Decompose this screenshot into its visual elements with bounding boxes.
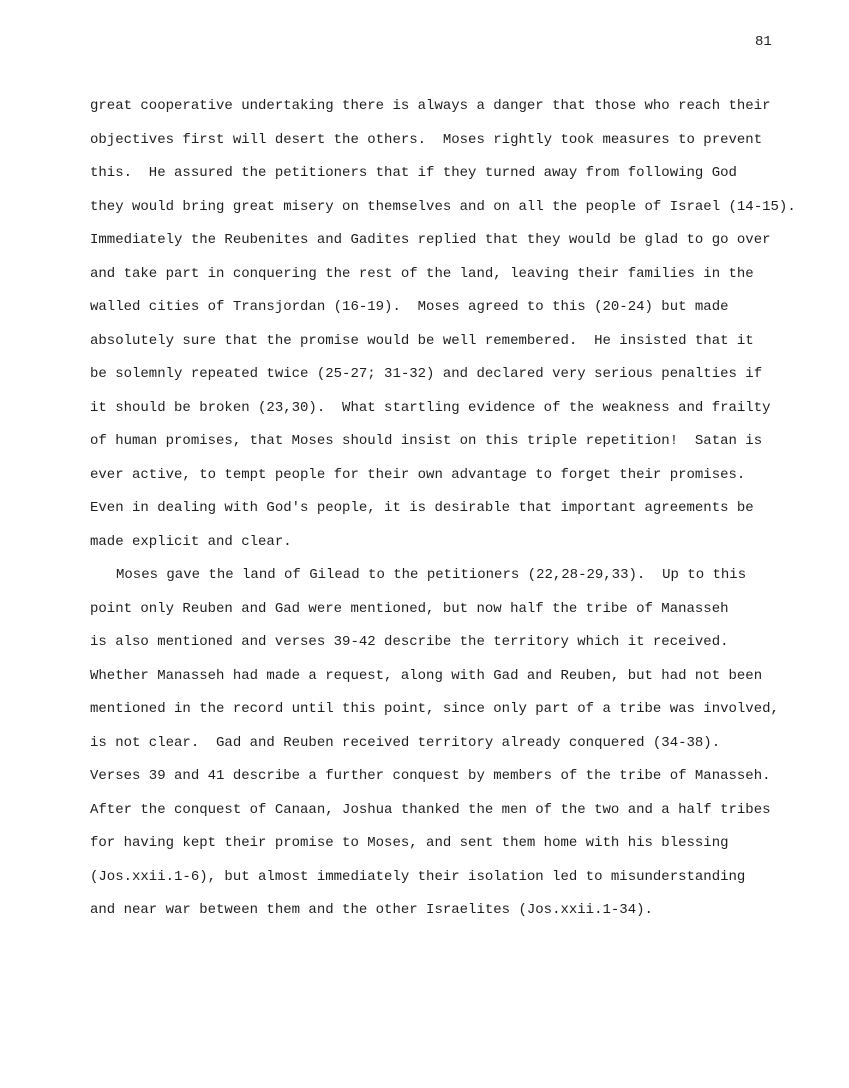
text-line: be solemnly repeated twice (25-27; 31-32) and declared very serious penalties if bbox=[90, 366, 763, 382]
text-line: and take part in conquering the rest of the land, leaving their families in the bbox=[90, 265, 754, 282]
text-line: objectives first will desert the others. Moses rightly took measures to prevent bbox=[90, 131, 763, 148]
document-body bbox=[90, 98, 810, 936]
text-line: made explicit and clear. bbox=[90, 533, 292, 550]
text-line: and near war between them and the other Israelites (Jos.xxii.1-34). bbox=[90, 902, 653, 918]
text-line: Immediately the Reubenites and Gadites replied that they would be glad to go over bbox=[90, 232, 771, 248]
text-line: point only Reuben and Gad were mentioned, but now half the tribe of Manasseh bbox=[90, 600, 729, 617]
text-line: ever active, to tempt people for their own advantage to forget their promises. bbox=[90, 466, 746, 483]
text-line: they would bring great misery on themselves and on all the people of Israel (14-15). bbox=[90, 198, 796, 215]
text-line: Whether Manasseh had made a request, along with Gad and Reuben, but had not been bbox=[90, 667, 763, 684]
text-line: Verses 39 and 41 describe a further conquest by members of the tribe of Manasseh. bbox=[90, 768, 771, 784]
text-line: is also mentioned and verses 39-42 describe the territory which it received. bbox=[90, 634, 729, 650]
text-line: of human promises, that Moses should insist on this triple repetition! Satan is bbox=[90, 433, 763, 449]
text-line: absolutely sure that the promise would be well remembered. He insisted that it bbox=[90, 332, 754, 349]
text-line: Even in dealing with God's people, it is desirable that important agreements be bbox=[90, 500, 754, 516]
text-line: Moses gave the land of Gilead to the petitioners (22,28-29,33). Up to this bbox=[116, 567, 747, 583]
text-line: it should be broken (23,30). What startling evidence of the weakness and frailty bbox=[90, 399, 771, 416]
text-line: mentioned in the record until this point, since only part of a tribe was involved, bbox=[90, 701, 779, 717]
text-line: this. He assured the petitioners that if they turned away from following God bbox=[90, 165, 737, 181]
text-line: After the conquest of Canaan, Joshua thanked the men of the two and a half tribes bbox=[90, 801, 771, 818]
text-line: is not clear. Gad and Reuben received territory already conquered (34-38). bbox=[90, 734, 721, 751]
page-number: 81 bbox=[755, 34, 772, 50]
text-line: walled cities of Transjordan (16-19). Moses agreed to this (20-24) but made bbox=[90, 299, 729, 315]
text-line: for having kept their promise to Moses, and sent them home with his blessing bbox=[90, 835, 729, 851]
text-line: (Jos.xxii.1-6), but almost immediately their isolation led to misunderstanding bbox=[90, 868, 746, 885]
text-line: great cooperative undertaking there is always a danger that those who reach their bbox=[90, 98, 771, 114]
